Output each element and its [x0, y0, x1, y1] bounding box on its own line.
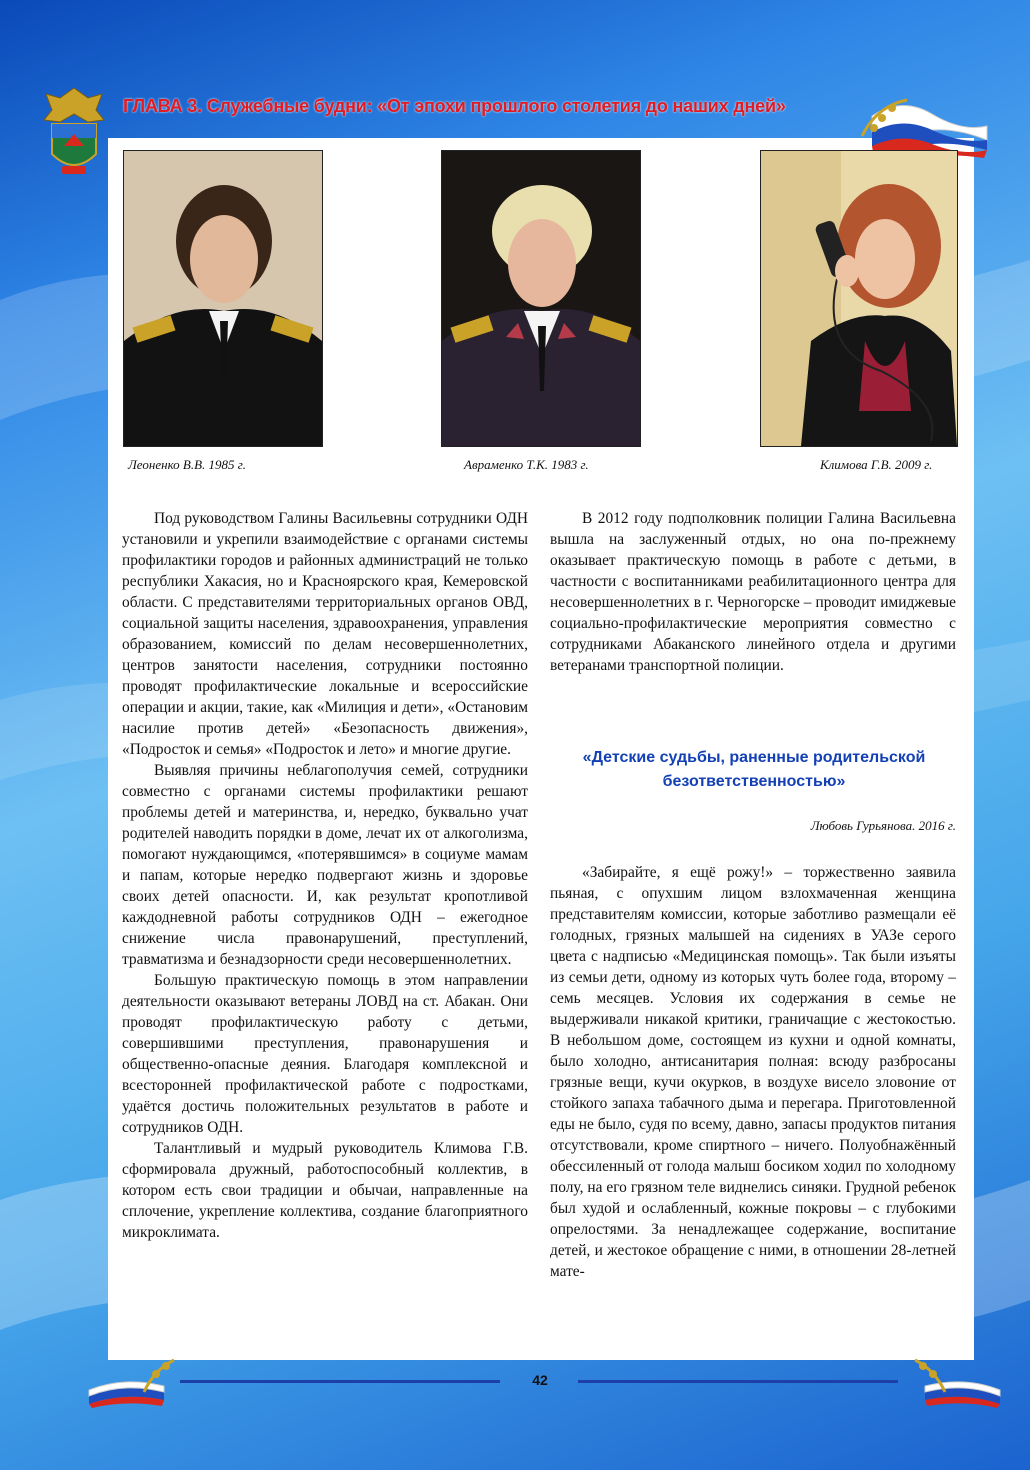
chapter-header: ГЛАВА 3. Служебные будни: «От эпохи прошлого столетия до наших дней» [123, 96, 786, 116]
photo-caption-3: Климова Г.В. 2009 г. [820, 457, 933, 472]
photo-klimova [760, 150, 958, 447]
right-paragraph-1: В 2012 году подполковник полиции Галина Васильевна вышла на заслуженный отдых, но она по-прежнему оказывает практическую помощь в работе с детьми, в частности с воспитанниками реабилитационного центра для несовершеннолетних в г. Черногорске – проводит имиджевые социально-профилактические мероприятия совместно с сотрудниками Абаканского линейного отдела и другими ветеранами транспортной полиции. [550, 510, 956, 674]
article-body [550, 862, 956, 1282]
footer-rule-left [180, 1380, 500, 1383]
page-number: 42 [532, 1372, 548, 1388]
photo-caption-1: Леоненко В.В. 1985 г. [128, 457, 246, 472]
article-byline: Любовь Гурьянова. 2016 г. [810, 818, 956, 833]
photo-avramenko [441, 150, 641, 447]
left-paragraph-4: Талантливый и мудрый руководитель Климова Г.В. сформировала дружный, работоспособный коллектив, в котором есть свои традиции и обычаи, направленные на сплочение, укрепление коллектива, создание благоприятного микроклимата. [122, 1140, 528, 1241]
article-paragraph-1: «Забирайте, я ещё рожу!» – торжественно заявила пьяная, с опухшим лицом взлохмаченная женщина представителям комиссии, которые заботливо размещали её голодных, грязных малышей на сидениях в УАЗе серого цвета с надписью «Медицинская помощь». Так были изъяты из семьи дети, одному из которых чуть более года, второму – семь месяцев. Условия их содержания в семье не выдерживали никакой критики, граничащие с жестокостью. В небольшом доме, состоящем из кухни и одной комнаты, было холодно, антисанитария полная: всюду разбросаны грязные вещи, кучи окурков, в воздухе висело зловоние от стойкого запаха табачного дыма и перегара. Приготовленной еды не было, судя по всему, давно, запасы продуктов питания отсутствовали, кроме спиртного – ничего. Полуобнажённый обессиленный от голода малыш босиком ходил по холодному полу, на его грязном теле виднелись синяки. Грудной ребенок был худой и ослабленный, кожные покровы – с глубокими опрелостями. За ненадлежащее содержание, воспитание детей, и жестокое обращение с ними, в отношении 28-летней мате- [550, 864, 956, 1280]
left-paragraph-3: Большую практическую помощь в этом направлении деятельности оказывают ветераны ЛОВД на ст. Абакан. Они проводят профилактическую работу с детьми, совершившими преступления, правонарушения и общественно-опасные деяния. Благодаря комплексной и всесторонней профилактической работе с подростками, удаётся достичь положительных результатов в работе и сотрудников ОДН. [122, 972, 528, 1136]
article-title: «Детские судьбы, раненные родительской безответственностью» [582, 749, 926, 790]
footer-rule-right [578, 1380, 898, 1383]
left-paragraph-2: Выявляя причины неблагополучия семей, сотрудники совместно с органами системы профилактики решают проблемы детей и материнства, и, нередко, буквально учат родителей наводить порядки в доме, лечат их от алкоголизма, помогают нуждающимся, «потерявшимся» в социуме мамам и папам, которые нередко подвергают жизнь и здоровье своих детей опасности. И, как результат кропотливой каждодневной работы сотрудников ОДН – ежегодное снижение числа правонарушений, преступлений, травматизма и безнадзорности среди несовершеннолетних. [122, 762, 528, 968]
photo-caption-2: Авраменко Т.К. 1983 г. [464, 457, 589, 472]
police-emblem-icon [38, 84, 110, 180]
photo-leonenko [123, 150, 323, 447]
left-text-column [122, 508, 528, 1243]
footer-ornament-right-icon [895, 1352, 1005, 1408]
right-text-column-top [550, 508, 956, 676]
flag-ornament-icon [852, 86, 992, 160]
footer-ornament-left-icon [84, 1352, 194, 1408]
left-paragraph-1: Под руководством Галины Васильевны сотрудники ОДН установили и укрепили взаимодействие с органами системы профилактики городов и районных администраций не только республики Хакасия, но и Красноярского края, Кемеровской области. С представителями территориальных органов ОВД, социальной защиты населения, здравоохранения, управления образованием, комиссий по делам несовершеннолетних, центров занятости населения, сотрудники постоянно проводят профилактические локальные и всероссийские операции и акции, такие, как «Милиция и дети», «Остановим насилие против детей» «Безопасность движения», «Подросток и семья» «Подросток и лето» и многие другие. [122, 510, 528, 758]
